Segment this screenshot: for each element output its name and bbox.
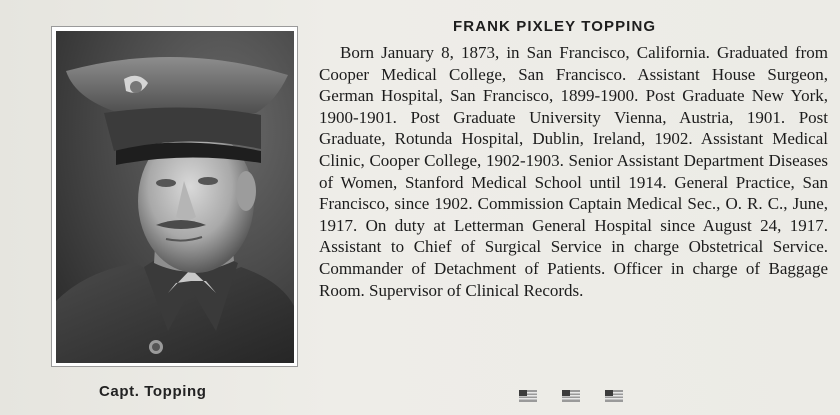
flag-icon — [605, 390, 623, 402]
portrait-caption: Capt. Topping — [99, 383, 207, 400]
portrait-photo — [56, 31, 294, 363]
flag-icon — [519, 390, 537, 402]
entry-title: FRANK PIXLEY TOPPING — [453, 18, 657, 35]
portrait-frame — [51, 26, 298, 367]
flag-ornament — [519, 390, 629, 404]
officer-portrait-image — [56, 31, 294, 363]
flag-icon — [562, 390, 580, 402]
entry-biography: Born January 8, 1873, in San Francisco, California. Graduated from Cooper Medical College, San Francisco. Assistant House Surgeon, German Hospital, San Francisco, 1899-1900. Post Graduate New York, 1900-1901. Post Graduate University Vienna, Austria, 1901. Post Graduate, Rotunda Hospital, Dublin, Ireland, 1902. Assistant Medical Clinic, Cooper College, 1902-1903. Senior Assistant Department Diseases of Women, Stanford Medical School until 1914. General Practice, San Francisco, since 1902. Commission Captain Medical Sec., O. R. C., June, 1917. On duty at Letterman General Hospital since August 24, 1917. Assistant to Chief of Surgical Service in charge Obstetrical Service. Commander of Detachment of Patients. Officer in charge of Baggage Room. Supervisor of Clinical Records. — [319, 43, 828, 300]
